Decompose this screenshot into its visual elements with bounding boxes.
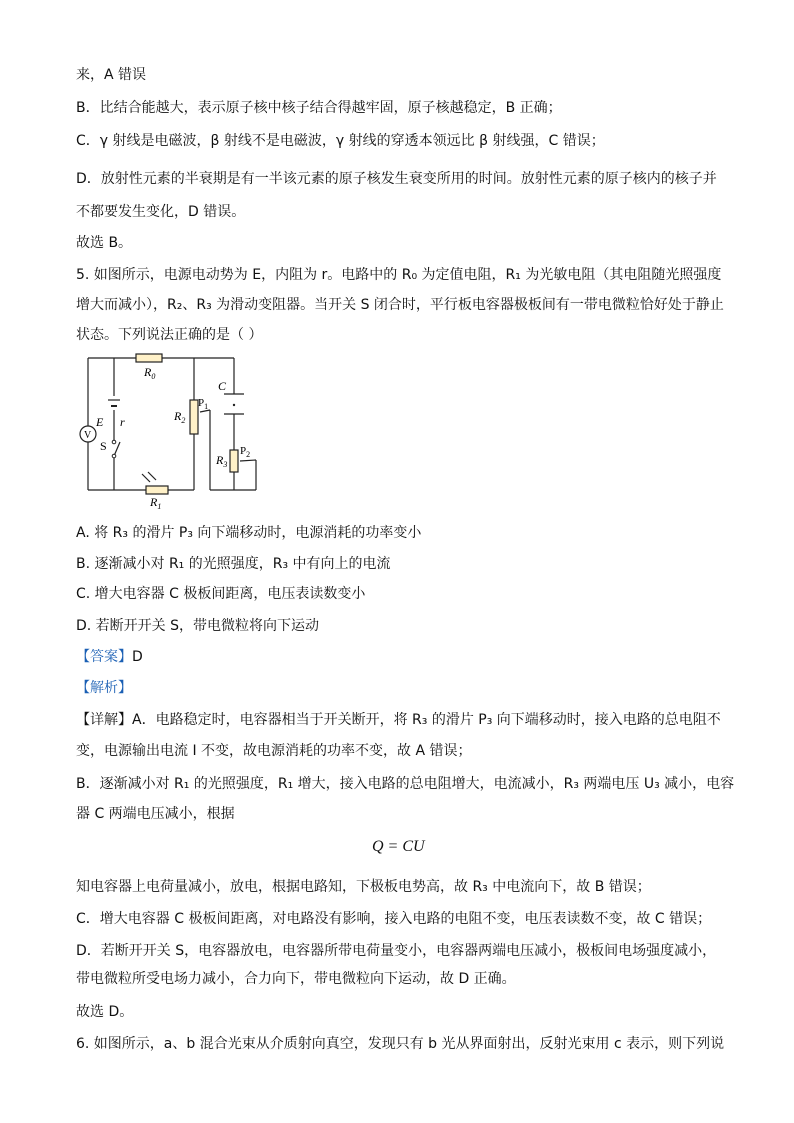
detail-text: A．电路稳定时，电容器相当于开关断开，将 R₃ 的滑片 P₃ 向下端移动时，接入电路的总电阻不 bbox=[132, 712, 721, 728]
r3-label: $R_3$ bbox=[216, 453, 228, 469]
text-line: B．比结合能越大，表示原子核中核子结合得越牢固，原子核越稳定，B 正确； bbox=[76, 100, 562, 116]
r2-label: $R_2$ bbox=[174, 409, 186, 425]
p1-label: $P_1$ bbox=[198, 397, 209, 411]
question-5-stem: 增大而减小），R₂、R₃ 为滑动变阻器。当开关 S 闭合时，平行板电容器极板间有一带电微粒恰好处于静止 bbox=[76, 297, 724, 313]
switch-label: S bbox=[100, 439, 107, 453]
text-line: B．逐渐减小对 R₁ 的光照强度，R₁ 增大，接入电路的总电阻增大，电流减小，R₃ 两端电压 U₃ 减小，电容 bbox=[76, 776, 735, 792]
text-line: 知电容器上电荷量减小，放电，根据电路知，下极板电势高，故 R₃ 中电流向下，故 B 错误； bbox=[76, 879, 651, 895]
detail-tag: 【详解】 bbox=[76, 712, 132, 728]
analysis-tag: 【解析】 bbox=[76, 680, 132, 696]
detail-row bbox=[76, 711, 721, 729]
text-line: D．放射性元素的半衰期是有一半该元素的原子核发生衰变所用的时间。放射性元素的原子核内的核子并 bbox=[76, 171, 717, 187]
r1-label: $R_1$ bbox=[150, 495, 162, 510]
question-5-stem: 状态。下列说法正确的是（ ） bbox=[76, 327, 263, 343]
option-b: B. 逐渐减小对 R₁ 的光照强度，R₃ 中有向上的电流 bbox=[76, 556, 391, 572]
p2-label: $P_2$ bbox=[240, 445, 251, 459]
answer-row bbox=[76, 648, 143, 666]
question-5-stem: 5. 如图所示，电源电动势为 E，内阻为 r。电路中的 R₀ 为定值电阻，R₁ 为光敏电阻（其电阻随光照强度 bbox=[76, 267, 722, 283]
text-line: 故选 D。 bbox=[76, 1004, 134, 1020]
question-6-stem: 6. 如图所示，a、b 混合光束从介质射向真空，发现只有 b 光从界面射出，反射光束用 c 表示，则下列说 bbox=[76, 1036, 725, 1052]
e-label: E bbox=[96, 415, 104, 429]
text-line: 变，电源输出电流 I 不变，故电源消耗的功率不变，故 A 错误； bbox=[76, 743, 472, 759]
capacitor-label: C bbox=[218, 379, 227, 393]
voltmeter-label: V bbox=[84, 430, 92, 441]
text-line: D．若断开开关 S，电容器放电，电容器所带电荷量变小，电容器两端电压减小，极板间电场强度减小， bbox=[76, 943, 717, 959]
option-c: C. 增大电容器 C 极板间距离，电压表读数变小 bbox=[76, 586, 366, 602]
text-line: 故选 B。 bbox=[76, 235, 133, 251]
text-line: C．增大电容器 C 极板间距离，对电路没有影响，接入电路的电阻不变，电压表读数不变，故 C 错误； bbox=[76, 911, 712, 927]
r0-label: $R_0$ bbox=[144, 365, 156, 381]
text-line: 来，A 错误 bbox=[76, 67, 147, 83]
text-line: 带电微粒所受电场力减小，合力向下，带电微粒向下运动，故 D 正确。 bbox=[76, 971, 516, 987]
text-line: C．γ 射线是电磁波，β 射线不是电磁波，γ 射线的穿透本领远比 β 射线强，C 错误； bbox=[76, 133, 605, 149]
text-line: 不都要发生变化，D 错误。 bbox=[76, 204, 246, 220]
option-a: A. 将 R₃ 的滑片 P₃ 向下端移动时，电源消耗的功率变小 bbox=[76, 525, 422, 541]
answer-label: 【答案】 bbox=[76, 649, 132, 665]
option-d: D. 若断开开关 S，带电微粒将向下运动 bbox=[76, 618, 320, 634]
circuit-diagram bbox=[76, 350, 276, 510]
text-line: 器 C 两端电压减小，根据 bbox=[76, 806, 235, 822]
answer-value: D bbox=[132, 649, 143, 665]
analysis-label bbox=[76, 679, 132, 697]
formula: Q = CU bbox=[372, 838, 425, 855]
internal-resistance-label: r bbox=[120, 415, 125, 429]
